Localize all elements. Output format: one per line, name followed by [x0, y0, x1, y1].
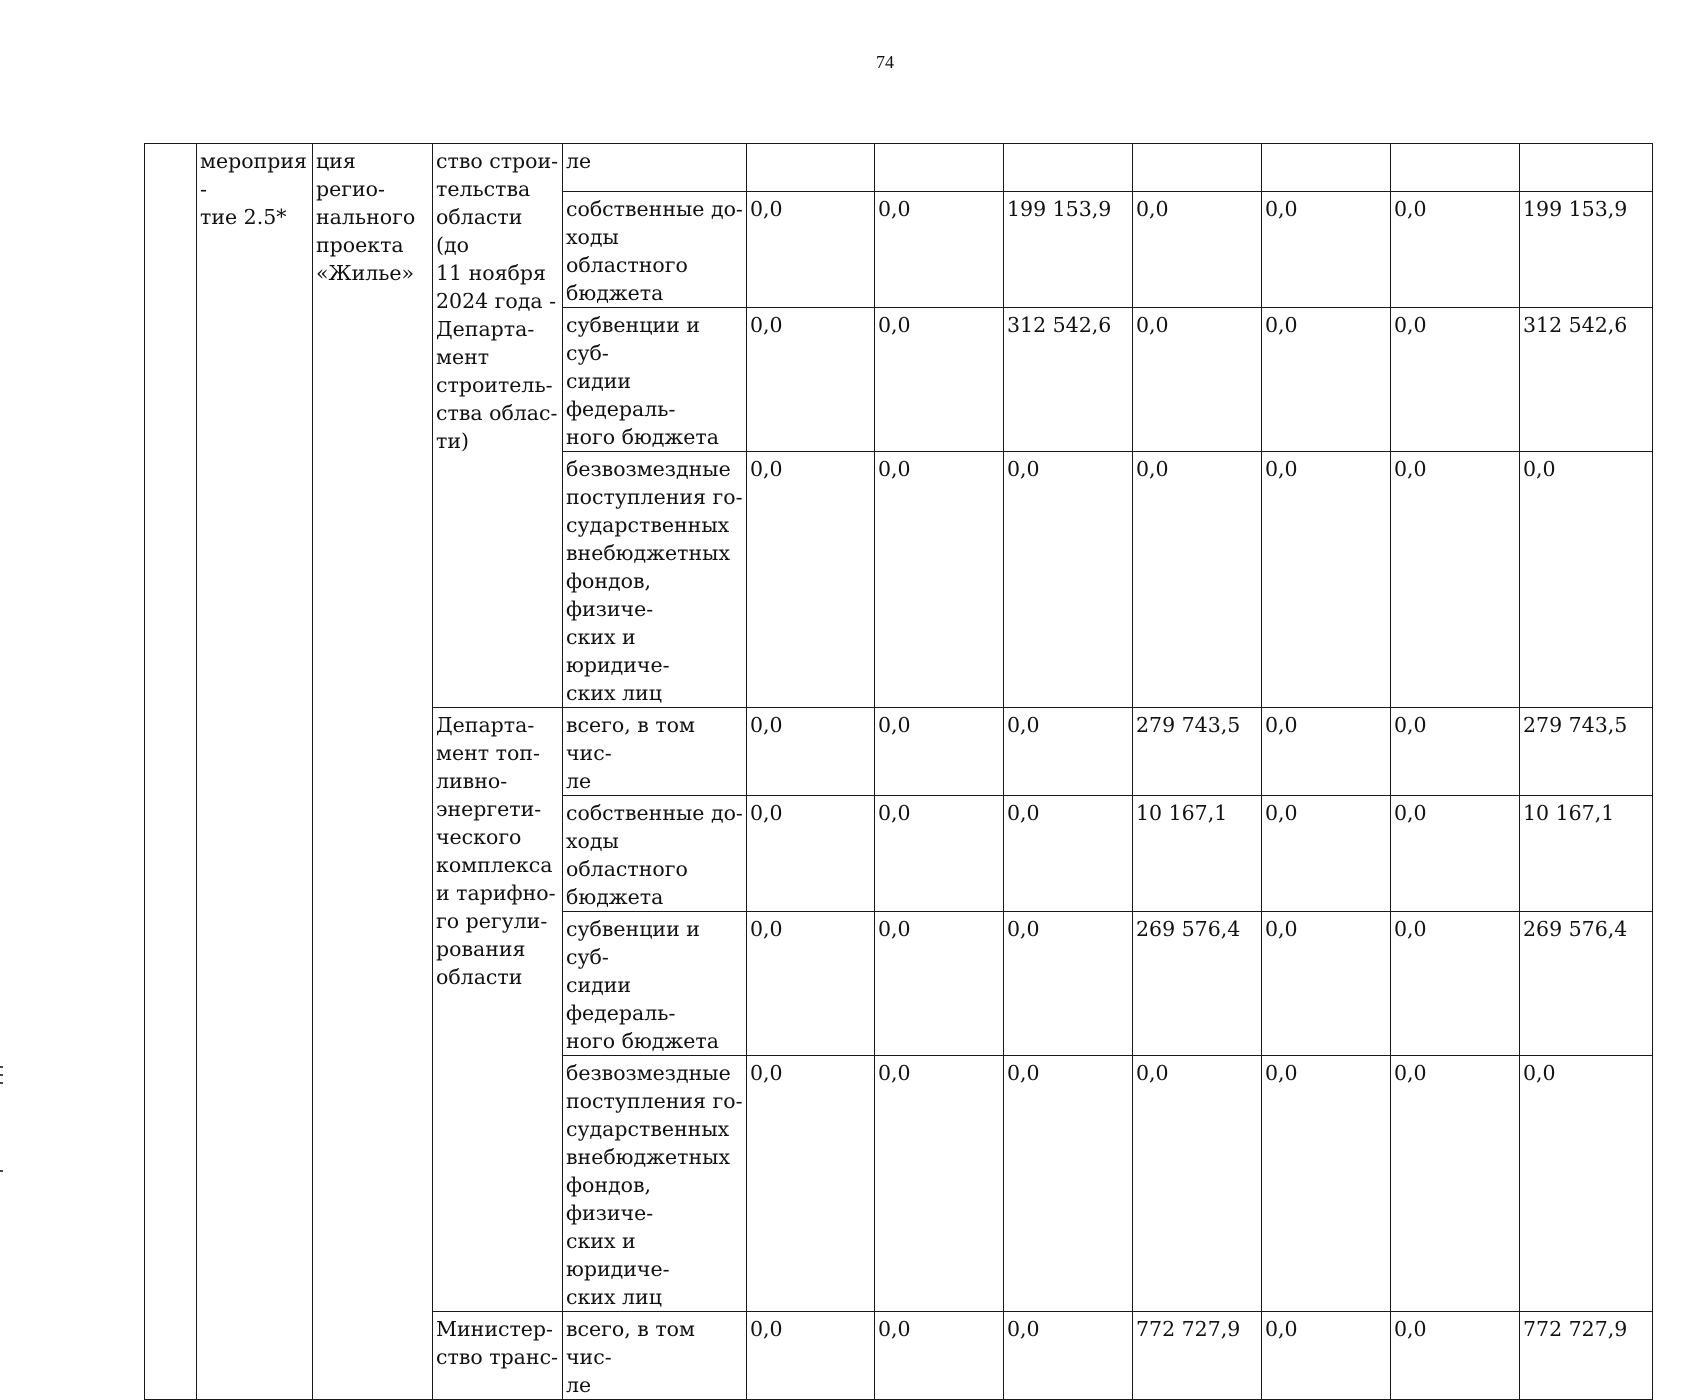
value-cell: 0,0 [875, 308, 1004, 452]
total-cell: 279 743,5 [1520, 708, 1653, 796]
value-cell: 0,0 [1133, 308, 1262, 452]
total-cell: 0,0 [1520, 452, 1653, 708]
value-cell: 0,0 [1133, 1056, 1262, 1312]
value-cell: 0,0 [875, 796, 1004, 912]
value-cell: 0,0 [747, 1312, 875, 1400]
value-cell [1391, 144, 1520, 192]
value-cell: 0,0 [1262, 912, 1391, 1056]
total-cell: 199 153,9 [1520, 192, 1653, 308]
total-cell: 312 542,6 [1520, 308, 1653, 452]
value-cell: 0,0 [747, 192, 875, 308]
funding-source-cell: всего, в том чис- ле [563, 708, 747, 796]
value-cell: 0,0 [1133, 452, 1262, 708]
value-cell: 0,0 [747, 1056, 875, 1312]
value-cell: 0,0 [747, 452, 875, 708]
value-cell: 0,0 [1004, 912, 1133, 1056]
value-cell: 0,0 [1391, 1056, 1520, 1312]
total-cell: 0,0 [1520, 1056, 1653, 1312]
value-cell [747, 144, 875, 192]
budget-table [144, 143, 1653, 1400]
value-cell: 0,0 [1262, 192, 1391, 308]
value-cell: 0,0 [1004, 796, 1133, 912]
scan-edge-mark [0, 1082, 3, 1084]
value-cell: 0,0 [1133, 192, 1262, 308]
page-number: 74 [876, 52, 894, 72]
value-cell: 0,0 [1391, 796, 1520, 912]
value-cell: 0,0 [1391, 708, 1520, 796]
value-cell [1004, 144, 1133, 192]
value-cell [875, 144, 1004, 192]
total-cell [1520, 144, 1653, 192]
value-cell: 0,0 [1004, 452, 1133, 708]
value-cell [1133, 144, 1262, 192]
total-cell: 772 727,9 [1520, 1312, 1653, 1400]
value-cell: 0,0 [875, 1312, 1004, 1400]
value-cell: 0,0 [1004, 708, 1133, 796]
executor-cell: Департа- мент топ- ливно- энергети- ческого комплекса и тарифно- го регули- рования области [433, 708, 563, 1312]
value-cell: 0,0 [747, 796, 875, 912]
number-cell [145, 144, 197, 1400]
executor-cell: ство строи- тельства области (до 11 ноября 2024 года - Департа- мент строитель- ства облас- ти) [433, 144, 563, 708]
value-cell: 0,0 [1391, 1312, 1520, 1400]
value-cell: 772 727,9 [1133, 1312, 1262, 1400]
value-cell: 199 153,9 [1004, 192, 1133, 308]
scan-edge-mark [0, 1066, 3, 1068]
value-cell: 0,0 [747, 308, 875, 452]
value-cell: 0,0 [1262, 308, 1391, 452]
funding-source-cell: безвозмездные поступления го- сударственных внебюджетных фондов, физиче- ских и юридиче- ских лиц [563, 452, 747, 708]
value-cell: 0,0 [747, 708, 875, 796]
total-cell: 10 167,1 [1520, 796, 1653, 912]
funding-source-cell: собственные до- ходы областного бюджета [563, 192, 747, 308]
value-cell: 0,0 [1391, 308, 1520, 452]
value-cell: 279 743,5 [1133, 708, 1262, 796]
value-cell: 0,0 [875, 452, 1004, 708]
value-cell: 10 167,1 [1133, 796, 1262, 912]
value-cell: 0,0 [1004, 1056, 1133, 1312]
value-cell: 0,0 [1262, 708, 1391, 796]
value-cell: 0,0 [1262, 452, 1391, 708]
value-cell: 0,0 [1262, 1312, 1391, 1400]
value-cell: 0,0 [875, 1056, 1004, 1312]
value-cell: 0,0 [1391, 912, 1520, 1056]
total-cell: 269 576,4 [1520, 912, 1653, 1056]
value-cell: 0,0 [1391, 192, 1520, 308]
scan-edge-mark [0, 1170, 3, 1172]
funding-source-cell: субвенции и суб- сидии федераль- ного бюджета [563, 912, 747, 1056]
value-cell: 0,0 [1262, 1056, 1391, 1312]
funding-source-cell: безвозмездные поступления го- сударственных внебюджетных фондов, физиче- ских и юридиче- ских лиц [563, 1056, 747, 1312]
value-cell: 0,0 [1004, 1312, 1133, 1400]
value-cell [1262, 144, 1391, 192]
scan-edge-mark [0, 1074, 3, 1076]
funding-source-cell: всего, в том чис- ле [563, 1312, 747, 1400]
value-cell: 0,0 [1262, 796, 1391, 912]
funding-source-cell: субвенции и суб- сидии федераль- ного бюджета [563, 308, 747, 452]
value-cell: 0,0 [875, 912, 1004, 1056]
event-name-cell: мероприя- тие 2.5* [197, 144, 313, 1400]
value-cell: 269 576,4 [1133, 912, 1262, 1056]
value-cell: 0,0 [1391, 452, 1520, 708]
executor-cell: Министер- ство транс- [433, 1312, 563, 1400]
project-name-cell: ция регио- нального проекта «Жилье» [313, 144, 433, 1400]
value-cell: 0,0 [875, 708, 1004, 796]
funding-source-cell: ле [563, 144, 747, 192]
funding-source-cell: собственные до- ходы областного бюджета [563, 796, 747, 912]
value-cell: 0,0 [875, 192, 1004, 308]
table-row [145, 144, 1653, 192]
value-cell: 0,0 [747, 912, 875, 1056]
value-cell: 312 542,6 [1004, 308, 1133, 452]
